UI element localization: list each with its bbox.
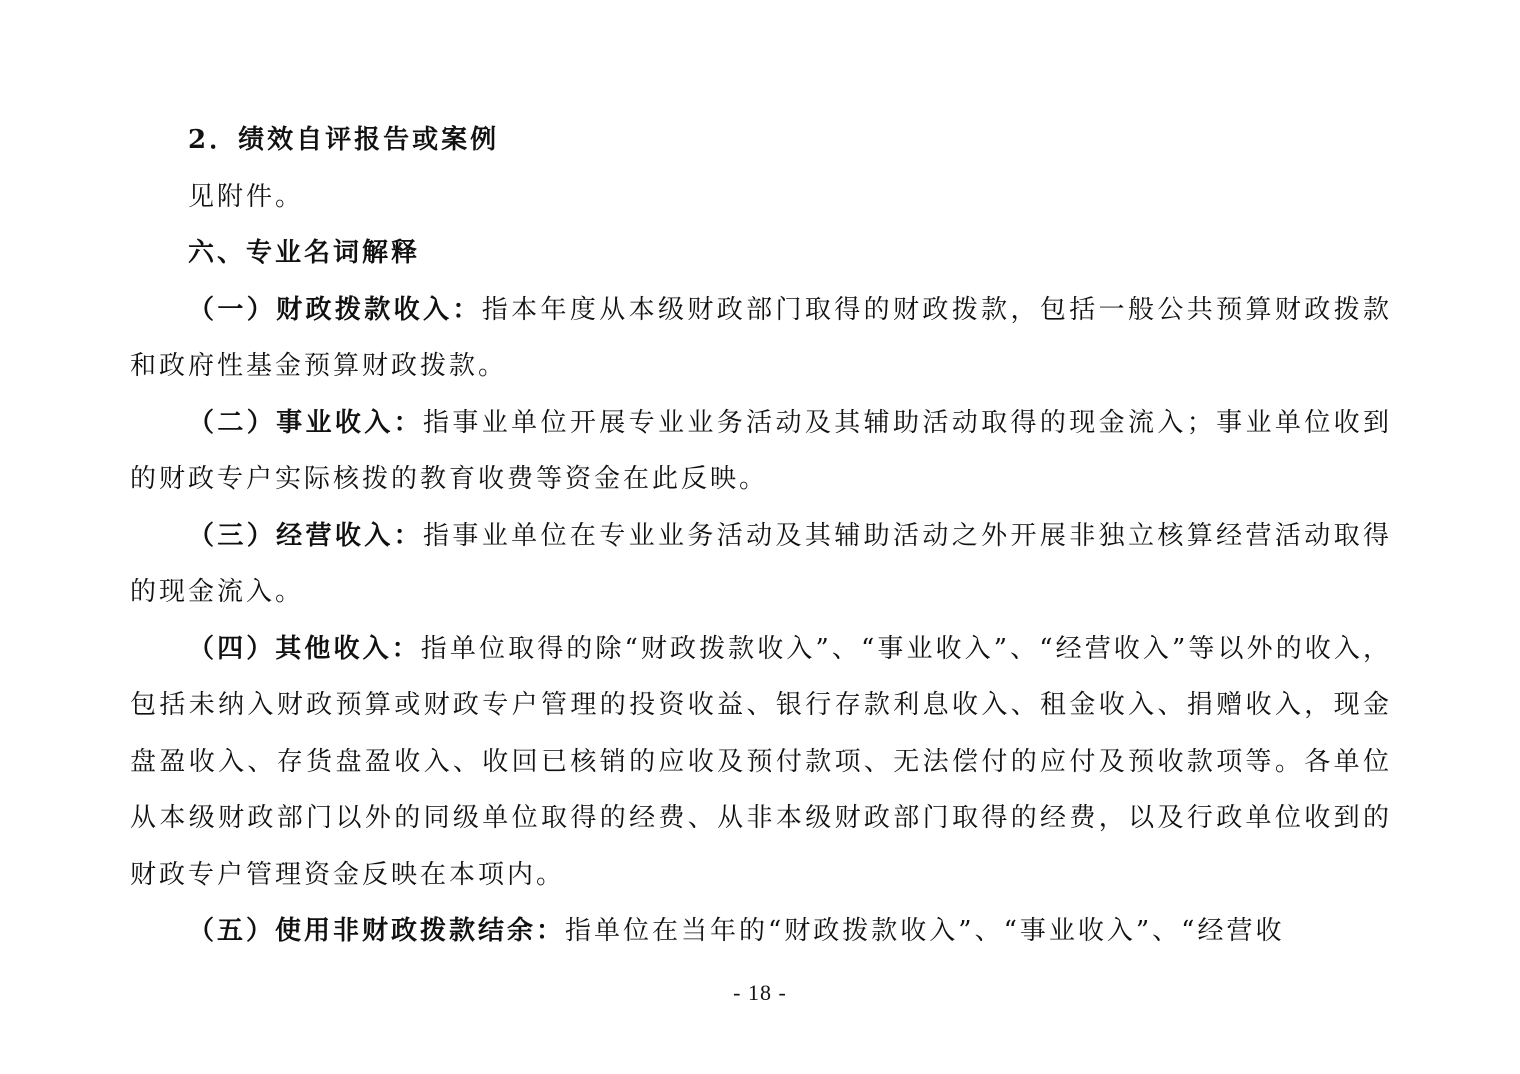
term-operating-income xyxy=(130,508,1392,621)
term-label: （一）财政拨款收入： xyxy=(188,294,482,325)
term-other-income xyxy=(130,621,1392,904)
section-heading-performance-report: 2．绩效自评报告或案例 xyxy=(188,125,500,155)
attachment-note: 见附件。 xyxy=(188,181,305,212)
document-body xyxy=(130,112,1392,960)
term-use-of-non-fiscal-surplus xyxy=(130,903,1392,960)
term-fiscal-appropriation-income xyxy=(130,282,1392,395)
term-label: （二）事业收入： xyxy=(188,407,423,438)
term-business-income xyxy=(130,395,1392,508)
term-definition: 指本年度从本级财政部门取得的财政拨款，包括一般公共预算财政拨款和政府性基金预算财政拨款。 xyxy=(130,294,1392,381)
term-definition: 指事业单位在专业业务活动及其辅助活动之外开展非独立核算经营活动取得的现金流入。 xyxy=(130,520,1392,607)
term-definition: 指事业单位开展专业业务活动及其辅助活动取得的现金流入；事业单位收到的财政专户实际核拨的教育收费等资金在此反映。 xyxy=(130,407,1392,494)
term-definition: 指单位在当年的“财政拨款收入”、“事业收入”、“经营收 xyxy=(565,916,1285,946)
term-definition: 指单位取得的除“财政拨款收入”、“事业收入”、“经营收入”等以外的收入，包括未纳入财政预算或财政专户管理的投资收益、银行存款利息收入、租金收入、捐赠收入，现金盘盈收入、存货盘盈收入、收回已核销的应收及预付款项、无法偿付的应付及预收款项等。各单位从本级财政部门以外的同级单位取得的经费、从非本级财政部门取得的经费，以及行政单位收到的财政专户管理资金反映在本项内。 xyxy=(130,633,1392,890)
term-label: （四）其他收入： xyxy=(188,633,421,664)
term-label: （五）使用非财政拨款结余： xyxy=(188,916,566,946)
section-heading-terms: 六、专业名词解释 xyxy=(188,238,421,268)
page-number: - 18 - xyxy=(733,980,787,1005)
term-label: （三）经营收入： xyxy=(188,520,423,551)
